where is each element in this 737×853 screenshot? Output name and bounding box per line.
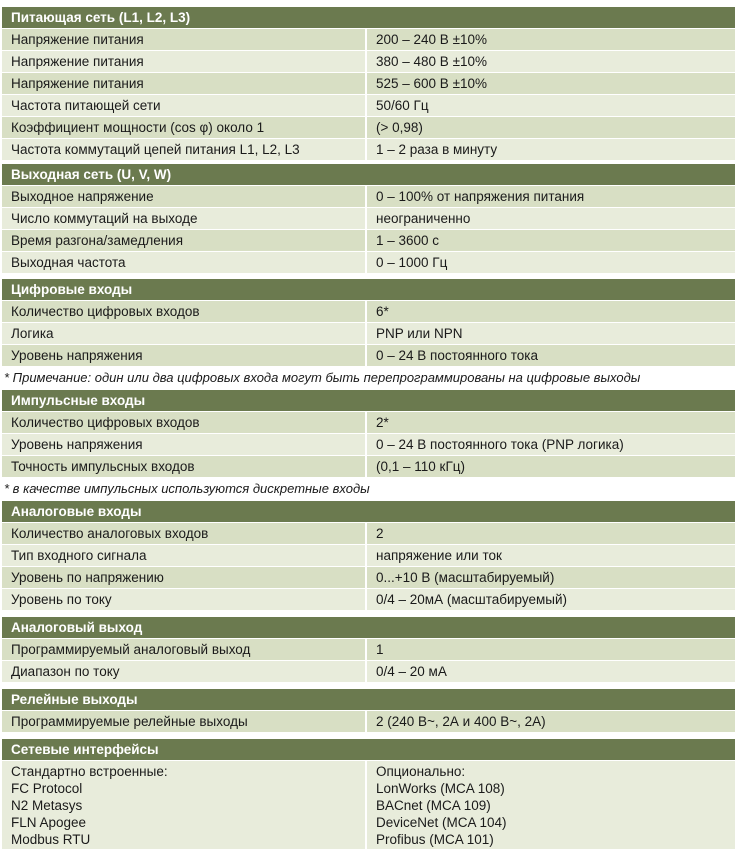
row-label: Уровень напряжения [2, 434, 367, 455]
network-optional-list [367, 761, 735, 849]
list-item: DeviceNet (MCA 104) [376, 815, 507, 830]
table-row [2, 456, 735, 478]
row-label: Напряжение питания [2, 51, 367, 72]
row-value: 2 [376, 526, 384, 541]
table-row [2, 301, 735, 323]
row-label: Программируемые релейные выходы [2, 711, 367, 732]
table-row [2, 545, 735, 567]
table-row [2, 523, 735, 545]
list-item: N2 Metasys [11, 798, 83, 813]
table-row [2, 412, 735, 434]
list-item: BACnet (MCA 109) [376, 798, 491, 813]
table-row [2, 95, 735, 117]
table-row [2, 711, 735, 733]
section-power [2, 7, 735, 161]
section-title: Цифровые входы [2, 279, 735, 301]
row-label: Количество цифровых входов [2, 412, 367, 433]
row-value: 2* [376, 415, 389, 430]
row-value: 6* [376, 304, 389, 319]
list-item: LonWorks (MCA 108) [376, 781, 505, 796]
row-value: 525 – 600 В ±10% [376, 76, 487, 91]
row-value: 1 – 3600 с [376, 233, 440, 248]
section-title: Выходная сеть (U, V, W) [2, 164, 735, 186]
section-analog-inputs [2, 501, 735, 611]
row-value: (> 0,98) [376, 120, 423, 135]
row-value: 0 – 1000 Гц [376, 255, 448, 270]
row-value: 380 – 480 В ±10% [376, 54, 487, 69]
row-value: 0 – 24 В постоянного тока (PNP логика) [376, 437, 624, 452]
row-label: Уровень по напряжению [2, 567, 367, 588]
table-row [2, 345, 735, 367]
table-row [2, 51, 735, 73]
row-label: Уровень по току [2, 589, 367, 610]
row-label: Число коммутаций на выходе [2, 208, 367, 229]
section-pulse-inputs [2, 390, 735, 500]
list-item: Стандартно встроенные: [11, 764, 168, 779]
row-label: Диапазон по току [2, 661, 367, 682]
section-title: Аналоговый выход [2, 617, 735, 639]
row-label: Напряжение питания [2, 29, 367, 50]
table-row [2, 661, 735, 683]
row-label: Выходное напряжение [2, 186, 367, 207]
section-network [2, 739, 735, 849]
row-label: Напряжение питания [2, 73, 367, 94]
row-value: 1 [376, 642, 384, 657]
section-relay-outputs [2, 689, 735, 733]
network-row [2, 761, 735, 849]
section-title: Импульсные входы [2, 390, 735, 412]
list-item: FC Protocol [11, 781, 83, 796]
footnote: * в качестве импульсных используются дискретные входы [2, 478, 735, 500]
row-value: неограниченно [376, 211, 471, 226]
row-value: 200 – 240 В ±10% [376, 32, 487, 47]
table-row [2, 639, 735, 661]
list-item: Profibus (MCA 101) [376, 832, 494, 847]
row-value: 0 – 24 В постоянного тока [376, 348, 539, 363]
table-row [2, 139, 735, 161]
section-title: Релейные выходы [2, 689, 735, 711]
table-row [2, 117, 735, 139]
table-row [2, 567, 735, 589]
row-label: Выходная частота [2, 252, 367, 273]
section-title: Питающая сеть (L1, L2, L3) [2, 7, 735, 29]
section-title: Аналоговые входы [2, 501, 735, 523]
table-row [2, 29, 735, 51]
row-label: Уровень напряжения [2, 345, 367, 366]
list-item: Modbus RTU [11, 832, 91, 847]
row-label: Время разгона/замедления [2, 230, 367, 251]
table-row [2, 230, 735, 252]
table-row [2, 186, 735, 208]
row-value: напряжение или ток [376, 548, 502, 563]
row-label: Точность импульсных входов [2, 456, 367, 477]
row-label: Количество цифровых входов [2, 301, 367, 322]
row-value: 0/4 – 20мА (масштабируемый) [376, 592, 567, 607]
row-value: PNP или NPN [376, 326, 463, 341]
footnote: * Примечание: один или два цифровых входа могут быть перепрограммированы на цифровые выходы [2, 367, 735, 389]
table-row [2, 589, 735, 611]
row-label: Тип входного сигнала [2, 545, 367, 566]
row-value: 0/4 – 20 мА [376, 664, 447, 679]
row-value: 2 (240 В~, 2А и 400 В~, 2А) [376, 714, 546, 729]
section-digital-inputs [2, 279, 735, 389]
section-title: Сетевые интерфейсы [2, 739, 735, 761]
row-label: Коэффициент мощности (cos φ) около 1 [2, 117, 367, 138]
section-analog-output [2, 617, 735, 683]
row-value: 0 – 100% от напряжения питания [376, 189, 585, 204]
row-label: Количество аналоговых входов [2, 523, 367, 544]
table-row [2, 73, 735, 95]
row-label: Программируемый аналоговый выход [2, 639, 367, 660]
table-row [2, 252, 735, 274]
row-value: 50/60 Гц [376, 98, 429, 113]
table-row [2, 323, 735, 345]
table-row [2, 434, 735, 456]
table-row [2, 208, 735, 230]
row-value: 0...+10 В (масштабируемый) [376, 570, 555, 585]
network-standard-list [2, 761, 367, 849]
row-label: Логика [2, 323, 367, 344]
list-item: Опционально: [376, 764, 466, 779]
row-value: 1 – 2 раза в минуту [376, 142, 498, 157]
row-label: Частота питающей сети [2, 95, 367, 116]
row-label: Частота коммутаций цепей питания L1, L2, L3 [2, 139, 367, 160]
list-item: FLN Apogee [11, 815, 87, 830]
row-value: (0,1 – 110 кГц) [376, 459, 465, 474]
section-output [2, 164, 735, 274]
